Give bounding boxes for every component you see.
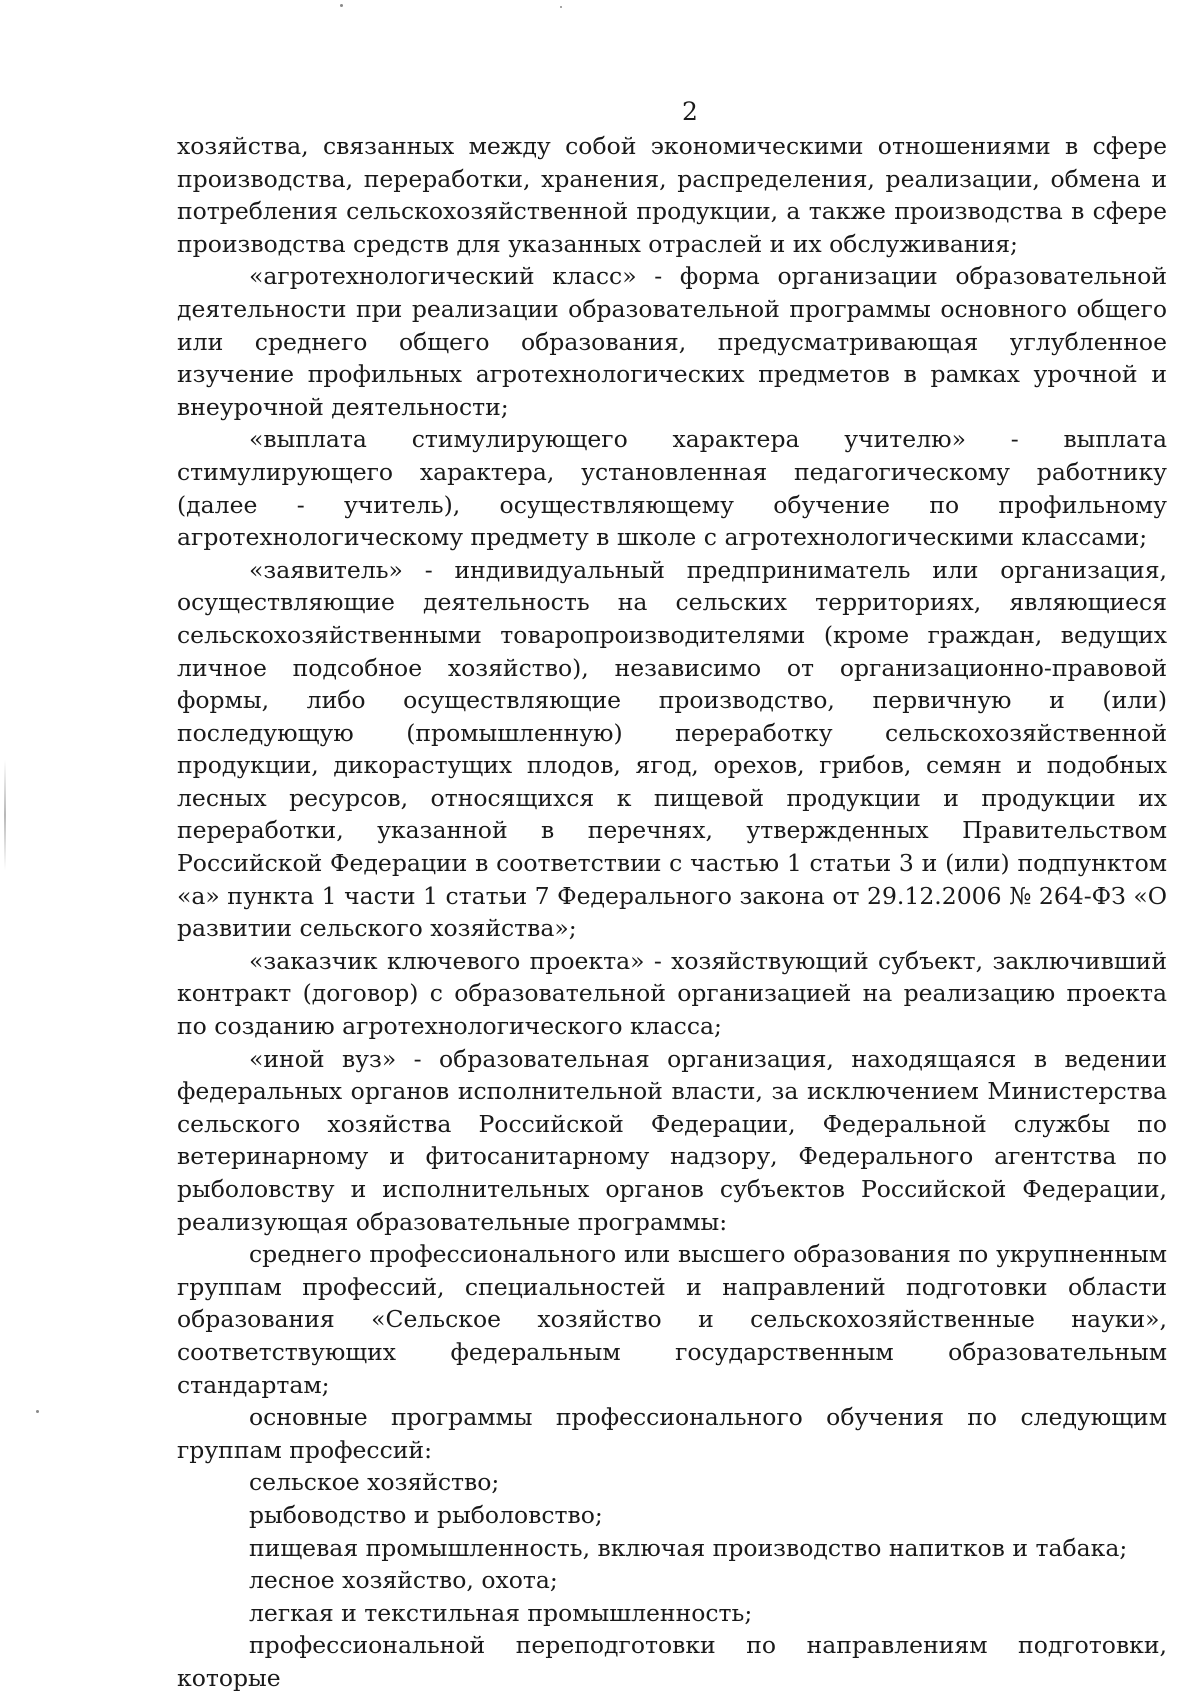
paragraph-basic-training-programs: основные программы профессионального обучения по следующим группам профессий: xyxy=(177,1403,1167,1464)
paragraph-professional-retraining: профессиональной переподготовки по направлениям подготовки, которые xyxy=(177,1631,1167,1692)
list-item-agriculture: сельское хозяйство; xyxy=(249,1468,500,1497)
paragraph-agrotech-class: «агротехнологический класс» - форма организации образовательной деятельности при реализации образовательной программы основного общего или среднего общего образования, предусматривающая углубленное изучение профильных агротехнологических предметов в рамках урочной и внеурочной деятельности; xyxy=(177,262,1167,421)
list-item-food-industry: пищевая промышленность, включая производство напитков и табака; xyxy=(249,1533,1128,1562)
page-number: 2 xyxy=(682,97,698,126)
scan-edge-mark xyxy=(4,760,6,870)
paragraph-other-university: «иной вуз» - образовательная организация, находящаяся в ведении федеральных органов исполнительной власти, за исключением Министерства сельского хозяйства Российской Федерации, Федеральной службы по ветеринарному и фитосанитарному надзору, Федерального агентства по рыболовству и исполнительных органов субъектов Российской Федерации, реализующая образовательные программы: xyxy=(177,1044,1167,1236)
paragraph-vocational-higher-education: среднего профессионального или высшего образования по укрупненным группам профессий, специальностей и направлений подготовки области образования «Сельское хозяйство и сельскохозяйственные науки», соответствующих федеральным государственным образовательным стандартам; xyxy=(177,1240,1167,1399)
paragraph-applicant: «заявитель» - индивидуальный предприниматель или организация, осуществляющие деятельность на сельских территориях, являющиеся сельскохозяйственными товаропроизводителями (кроме граждан, ведущих личное подсобное хозяйство), независимо от организационно-правовой формы, либо осуществляющие производство, первичную и (или) последующую (промышленную) переработку сельскохозяйственной продукции, дикорастущих плодов, ягод, орехов, грибов, семян и подобных лесных ресурсов, относящихся к пищевой продукции и продукции их переработки, указанной в перечнях, утвержденных Правительством Российской Федерации в соответствии с частью 1 статьи 3 и (или) подпунктом «а» пункта 1 части 1 статьи 7 Федерального закона от 29.12.2006 № 264-ФЗ «О развитии сельского хозяйства»; xyxy=(177,555,1167,943)
paragraph-key-project-customer: «заказчик ключевого проекта» - хозяйствующий субъект, заключивший контракт (договор) с образовательной организацией на реализацию проекта по созданию агротехнологического класса; xyxy=(177,946,1167,1041)
paragraph-continuation: хозяйства, связанных между собой экономическими отношениями в сфере производства, переработки, хранения, распределения, реализации, обмена и потребления сельскохозяйственной продукции, а также производства в сфере производства средств для указанных отраслей и их обслуживания; xyxy=(177,132,1167,258)
scan-speck xyxy=(560,6,562,8)
document-body xyxy=(177,130,1167,1695)
list-item-light-industry: легкая и текстильная промышленность; xyxy=(249,1598,753,1627)
paragraph-teacher-payment: «выплата стимулирующего характера учителю» - выплата стимулирующего характера, установленная педагогическому работнику (далее - учитель), осуществляющему обучение по профильному агротехнологическому предмету в школе с агротехнологическими классами; xyxy=(177,425,1167,552)
list-item-forestry: лесное хозяйство, охота; xyxy=(249,1566,558,1595)
scan-speck xyxy=(340,4,343,7)
list-item-fishery: рыбоводство и рыболовство; xyxy=(249,1500,603,1529)
scan-speck xyxy=(36,1410,39,1413)
